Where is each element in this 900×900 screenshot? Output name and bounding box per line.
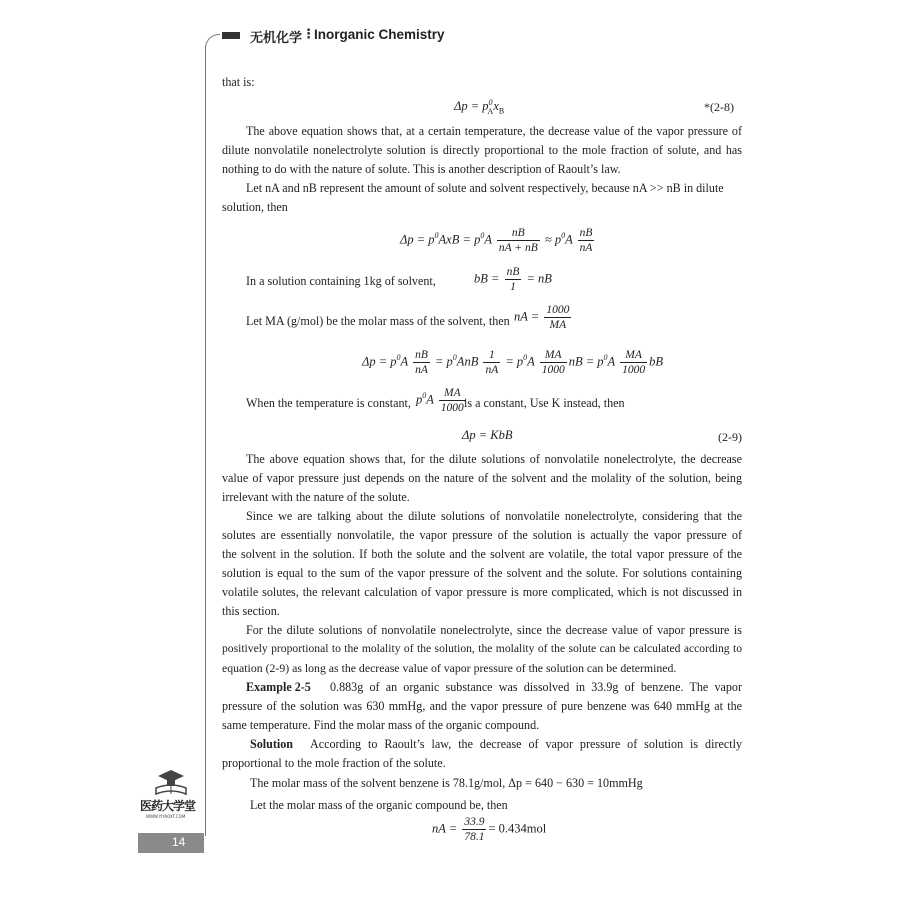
equation-molality: bB = $\frac{nB}{1}$ = nB: [474, 266, 552, 293]
margin-curve: [205, 34, 220, 49]
paragraph-line: According to Raoult’s law, the decrease of vapor pressure of solution is directly: [310, 737, 742, 751]
paragraph-line: equation (2-9) as long as the decrease value of vapor pressure of the solution can be determined.: [222, 661, 677, 675]
paragraph-line: solution, then: [222, 200, 288, 214]
page-number: 14: [172, 835, 186, 849]
paragraph-line: dilute nonvolatile nonelectrolyte solution is directly proportional to the mole fraction of solute, and has: [222, 143, 742, 157]
paragraph-line: nothing to do with the nature of solute. This is another description of Raoult’s law.: [222, 162, 621, 176]
paragraph-line: The above equation shows that, for the dilute solutions of nonvolatile nonelectrolyte, the decrease: [246, 452, 742, 466]
paragraph-line: Let MA (g/mol) be the molar mass of the solvent, then: [246, 314, 510, 328]
fraction-denominator: 78.1: [464, 831, 485, 843]
header-bar: [222, 32, 240, 39]
header-chinese-title: 无机化学: [250, 31, 303, 46]
paragraph-line: In a solution containing 1kg of solvent,: [246, 274, 436, 288]
text-line: that is:: [222, 75, 255, 89]
paragraph-line: solution is equal to the sum of the vapor pressure of the solvent and the solute. For solutions containing: [222, 566, 742, 580]
paragraph-line: value of vapor pressure just depends on the nature of the solvent and the molality of the solution, being: [222, 471, 742, 485]
logo-text: 医药大学堂: [140, 799, 196, 813]
equation-constant: $p^0A$ $\frac{MA}{1000}$: [416, 387, 464, 414]
paragraph-line: 0.883g of an organic substance was dissolved in 33.9g of benzene. The vapor: [330, 680, 742, 694]
paragraph-line: When the temperature is constant,: [246, 396, 411, 410]
equation-number: *(2-8): [704, 100, 734, 114]
paragraph-line: the solvent in the solution. If both the solute and the solvent are volatile, the total vapor pressure of the: [222, 547, 742, 561]
paragraph-line: this section.: [222, 604, 280, 618]
equation-result: nA = $\frac{33.9}{78.1}$ = 0.434mol: [432, 816, 547, 843]
header-separator: ⋮: [302, 27, 315, 42]
paragraph-line: Since we are talking about the dilute solutions of nonvolatile nonelectrolyte, considering that the: [246, 509, 742, 523]
paragraph-line: volatile solutes, the relevant calculation of vapor pressure is more complicated, which is not discussed in: [222, 585, 742, 599]
paragraph-line: irrelevant with the nature of the solute.: [222, 490, 410, 504]
solution-label: Solution: [250, 737, 294, 751]
paragraph-line: The molar mass of the solvent benzene is 78.1g/mol, Δp = 640 − 630 = 10mmHg: [250, 776, 643, 790]
paragraph-line: proportional to the mole fraction of the solute.: [222, 756, 446, 770]
paragraph-line: pressure of the solution was 630 mmHg, and the vapor pressure of pure benzene was 640 mmHg at the: [222, 699, 742, 713]
logo-url: WWW.YIYAOXT.COM: [146, 814, 186, 819]
paragraph-line: Let the molar mass of the organic compound be, then: [250, 798, 508, 812]
paragraph-line: solutes are essentially nonvolatile, the vapor pressure of the solution is actually the vapor pressure of: [222, 528, 742, 542]
equation-derivation-1: $\Delta p = p^0AxB = p^0A$ $\frac{nB}{nA + nB}$ ≈ $p^0A$ $\frac{nB}{nA}$: [400, 227, 593, 254]
margin-rule: [205, 46, 206, 836]
equation-derivation-2: $\Delta p = p^0A$ $\frac{nB}{nA}$ = $p^0AnB$ $\frac{1}{nA}$ = $p^0A$ $\frac{MA}{1000}$ nB = $p^0A$ $\frac{MA}{1000}$ bB: [362, 349, 663, 376]
page-number-box: [138, 833, 204, 853]
paragraph-line: is a constant, Use K instead, then: [464, 396, 625, 410]
paragraph-line: positively proportional to the molality of the solution, the molality of the solute can be calculated according to: [222, 642, 742, 655]
result-value: = 0.434mol: [488, 821, 547, 836]
paragraph-line: The above equation shows that, at a certain temperature, the decrease value of the vapor pressure of: [246, 124, 742, 138]
paragraph-line: Let nA and nB represent the amount of solute and solvent respectively, because nA >> nB in dilute: [246, 181, 724, 195]
equation-number: (2-9): [718, 430, 742, 444]
equation-2-9: Δp = KbB: [462, 428, 513, 442]
paragraph-line: For the dilute solutions of nonvolatile nonelectrolyte, since the decrease value of vapor pressure is: [246, 623, 742, 637]
equation-na: nA = $\frac{1000}{MA}$: [514, 304, 570, 331]
header-english-title: Inorganic Chemistry: [314, 27, 445, 42]
equation-2-8: $\Delta p = p^0_Ax_B$: [454, 98, 505, 116]
example-label: Example 2-5: [246, 680, 311, 694]
fraction-numerator: 33.9: [464, 816, 485, 828]
paragraph-line: same temperature. Find the molar mass of the organic compound.: [222, 718, 540, 732]
